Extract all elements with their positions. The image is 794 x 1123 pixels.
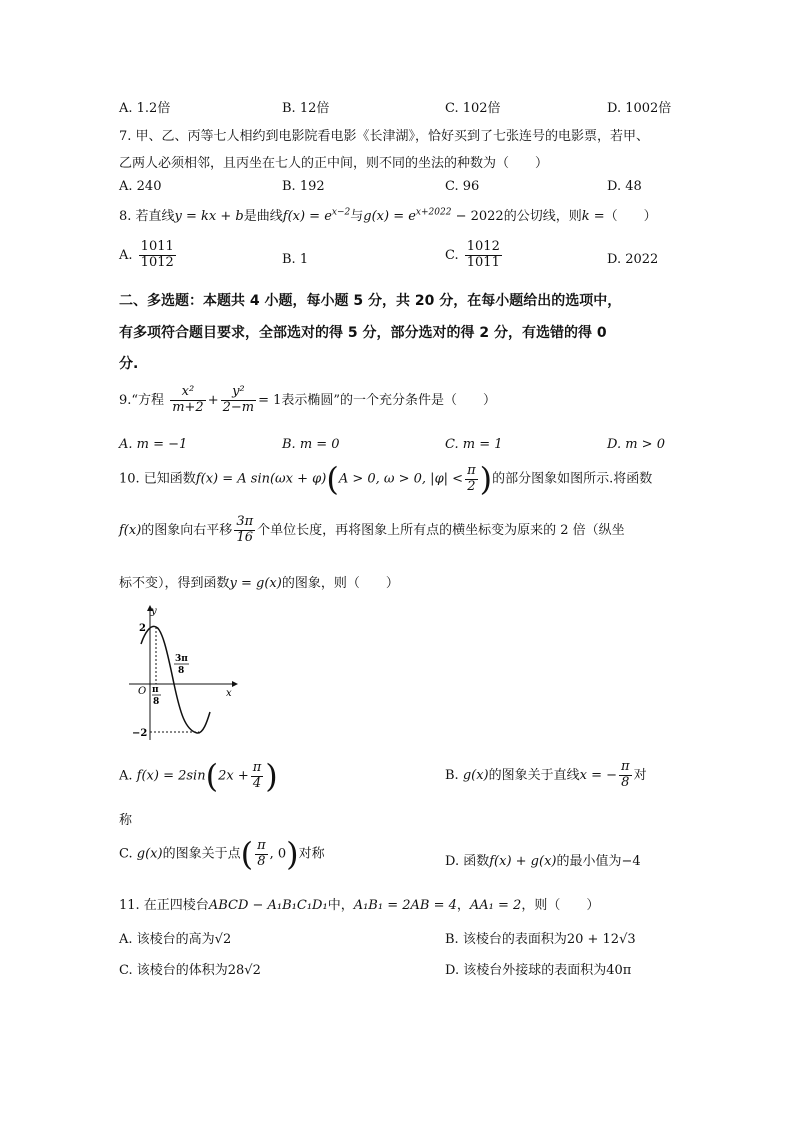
q11-a-val: √2 bbox=[214, 932, 232, 947]
q10-l2-den: 16 bbox=[236, 529, 253, 545]
q10-c-label: C. bbox=[119, 846, 133, 862]
q10-a-num: π bbox=[252, 759, 262, 775]
y-tick-top: 2 bbox=[139, 623, 146, 634]
q10-a-den: 4 bbox=[252, 775, 262, 791]
q10-d-tail: 的最小值为 bbox=[556, 854, 622, 869]
q9-prefix: 9.“方程 bbox=[119, 392, 165, 408]
q11-prefix: 11. 在正四棱台 bbox=[119, 898, 209, 913]
q10-b-tail: 对 bbox=[633, 767, 647, 783]
q10-l3-func: y = g(x) bbox=[229, 576, 282, 591]
q11-mid: 中， bbox=[327, 898, 354, 913]
q8-f-exp: x−2 bbox=[331, 207, 351, 218]
q8-option-d: D. 2022 bbox=[607, 252, 659, 267]
q11-c-val: 28√2 bbox=[227, 963, 261, 978]
q10-c-rparen: ) bbox=[286, 835, 299, 873]
q10-d-text: D. 函数 bbox=[445, 854, 490, 869]
q10-sine-graph bbox=[119, 600, 249, 748]
tpi8-den: 8 bbox=[178, 666, 185, 676]
tpi8-num: 3π bbox=[175, 654, 188, 664]
q10-c-text: 的图象关于点 bbox=[162, 846, 241, 862]
q8-a-num: 1011 bbox=[140, 239, 174, 254]
q11-option-d bbox=[445, 959, 631, 978]
q8-suffix: 的公切线，则 bbox=[503, 209, 582, 224]
q11-d-val: 40π bbox=[606, 963, 632, 978]
q6-option-d: D. 1002倍 bbox=[607, 101, 672, 116]
pi8-den: 8 bbox=[153, 697, 160, 707]
q10-l3-a: 标不变），得到函数 bbox=[119, 576, 230, 591]
q8-paren: （ ） bbox=[604, 209, 657, 224]
q7-option-a: A. 240 bbox=[119, 179, 162, 194]
q10-big-lparen: ( bbox=[326, 460, 339, 498]
q10-l3-b: 的图象，则（ ） bbox=[281, 576, 399, 591]
q8-option-b: B. 1 bbox=[282, 252, 309, 267]
q8-g-expr: g(x) = e bbox=[363, 209, 416, 224]
q10-option-d bbox=[445, 850, 641, 869]
x-axis-label: x bbox=[226, 688, 232, 699]
q8-prefix: 8. 若直线 bbox=[119, 209, 175, 224]
q6-option-c: C. 102倍 bbox=[445, 101, 501, 116]
sine-curve bbox=[141, 626, 210, 733]
q10-l2-func: f(x) bbox=[119, 522, 142, 538]
q11-solid: ABCD − A₁B₁C₁D₁ bbox=[208, 898, 328, 913]
q10-c-num: π bbox=[257, 837, 266, 853]
q10-pi: π bbox=[467, 462, 476, 478]
q8-f-expr: f(x) = e bbox=[282, 209, 332, 224]
q10-stem-line2 bbox=[119, 515, 625, 546]
q10-l2-a: 的图象向右平移 bbox=[141, 522, 233, 538]
q8-g-tail: − 2022 bbox=[451, 209, 504, 224]
q10-b-eq: x = − bbox=[579, 767, 618, 783]
q8-option-c bbox=[445, 240, 504, 271]
q11-cond1: A₁B₁ = 2AB = 4 bbox=[353, 898, 457, 913]
q9-num1: x² bbox=[170, 385, 206, 401]
q8-option-a bbox=[119, 240, 178, 271]
q10-big-rparen: ) bbox=[479, 460, 493, 498]
section2-line3: 分. bbox=[119, 356, 139, 372]
q10-func: f(x) = A sin(ωx + φ) bbox=[195, 471, 327, 487]
q11-suffix: ，则（ ） bbox=[521, 898, 600, 913]
q10-c-tail: , 0 bbox=[269, 846, 287, 862]
q8-a-label: A. bbox=[119, 247, 133, 263]
q8-line-eq: y = kx + b bbox=[174, 209, 244, 224]
q6-option-a: A. 1.2倍 bbox=[119, 101, 171, 116]
section2-line2: 有多项符合题目要求，全部选对的得 5 分，部分选对的得 2 分，有选错的得 0 bbox=[119, 325, 607, 341]
q10-a-rparen: ) bbox=[265, 757, 278, 795]
q10-c-func: g(x) bbox=[136, 846, 163, 862]
q7-option-b: B. 192 bbox=[282, 179, 325, 194]
q10-d-func: f(x) + g(x) bbox=[489, 854, 557, 869]
q8-mid2: 与 bbox=[350, 209, 364, 224]
q9-den2: 2−m bbox=[222, 399, 255, 415]
q10-b-den: 8 bbox=[621, 774, 630, 790]
q10-prefix: 10. 已知函数 bbox=[119, 471, 196, 487]
q8-c-den: 1011 bbox=[466, 254, 500, 270]
q9-eq: = 1 bbox=[258, 392, 282, 408]
q10-b-label: B. bbox=[445, 767, 459, 783]
q9-option-d: D. m > 0 bbox=[607, 437, 665, 452]
q9-suffix: 表示椭圆”的一个充分条件是（ ） bbox=[281, 392, 497, 408]
q7-stem-line2: 乙两人必须相邻，且丙坐在七人的正中间，则不同的坐法的种数为（ ） bbox=[119, 156, 549, 171]
q8-a-den: 1012 bbox=[140, 254, 174, 270]
q10-c-lparen: ( bbox=[240, 835, 254, 873]
q7-option-c: C. 96 bbox=[445, 179, 480, 194]
q9-stem bbox=[119, 385, 496, 416]
q9-plus: + bbox=[207, 392, 219, 408]
q11-c-text: C. 该棱台的体积为 bbox=[119, 963, 228, 978]
q10-a-label: A. bbox=[119, 768, 133, 784]
q10-l2-b: 个单位长度，再将图象上所有点的横坐标变为原来的 2 倍（纵坐 bbox=[257, 522, 625, 538]
q10-a-lparen: ( bbox=[205, 757, 219, 795]
q8-c-num: 1012 bbox=[466, 239, 500, 254]
q11-b-text: B. 该棱台的表面积为 bbox=[445, 932, 567, 947]
q10-b-func: g(x) bbox=[462, 767, 489, 783]
q8-stem bbox=[119, 205, 657, 224]
q8-g-exp: x+2022 bbox=[415, 207, 452, 218]
q10-option-c bbox=[119, 835, 325, 873]
q7-stem-line1: 7. 甲、乙、丙等七人相约到电影院看电影《长津湖》，恰好买到了七张连号的电影票，若甲、 bbox=[119, 129, 650, 144]
q11-comma: ， bbox=[456, 898, 470, 913]
q7-option-d: D. 48 bbox=[607, 179, 642, 194]
q10-d-val: −4 bbox=[621, 854, 641, 869]
q10-suffix: 的部分图象如图所示.将函数 bbox=[492, 471, 653, 487]
origin-label: O bbox=[138, 686, 147, 697]
q11-a-text: A. 该棱台的高为 bbox=[119, 932, 215, 947]
q6-option-b: B. 12倍 bbox=[282, 101, 330, 116]
q9-den1: m+2 bbox=[172, 399, 204, 415]
q9-option-c: C. m = 1 bbox=[445, 437, 503, 452]
q8-k: k = bbox=[581, 209, 605, 224]
q10-cond: A > 0, ω > 0, |φ| < bbox=[338, 471, 464, 487]
section2-line1: 二、多选题：本题共 4 小题，每小题 5 分，共 20 分，在每小题给出的选项中， bbox=[119, 293, 622, 309]
q10-two: 2 bbox=[467, 478, 476, 494]
q11-option-c bbox=[119, 959, 261, 978]
q9-option-a: A. m = −1 bbox=[119, 437, 188, 452]
q8-mid1: 是曲线 bbox=[243, 209, 283, 224]
q11-b-val: 20 + 12√3 bbox=[566, 932, 636, 947]
q10-c-end: 对称 bbox=[298, 846, 325, 862]
q11-d-text: D. 该棱台外接球的表面积为 bbox=[445, 963, 607, 978]
q10-l2-num: 3π bbox=[236, 514, 254, 529]
q10-option-b-wrap: 称 bbox=[119, 813, 133, 828]
q10-stem-line3 bbox=[119, 572, 399, 591]
q10-a-func: f(x) = 2sin bbox=[136, 768, 206, 784]
q9-num2: y² bbox=[221, 385, 257, 401]
q10-b-text: 的图象关于直线 bbox=[488, 767, 580, 783]
q10-a-inner: 2x + bbox=[218, 768, 249, 784]
q9-option-b: B. m = 0 bbox=[282, 437, 340, 452]
q10-option-b bbox=[445, 760, 647, 791]
q11-stem bbox=[119, 894, 599, 913]
q10-c-den: 8 bbox=[257, 853, 266, 869]
q10-b-num: π bbox=[621, 759, 630, 774]
y-tick-bottom: −2 bbox=[132, 728, 148, 739]
q11-cond2: AA₁ = 2 bbox=[469, 898, 522, 913]
q11-option-b bbox=[445, 928, 636, 947]
q10-option-a bbox=[119, 757, 278, 795]
q11-option-a bbox=[119, 928, 231, 947]
q8-c-label: C. bbox=[445, 247, 459, 263]
y-axis-label: y bbox=[151, 606, 157, 617]
q10-stem-line1 bbox=[119, 460, 653, 498]
pi8-num: π bbox=[152, 685, 159, 695]
